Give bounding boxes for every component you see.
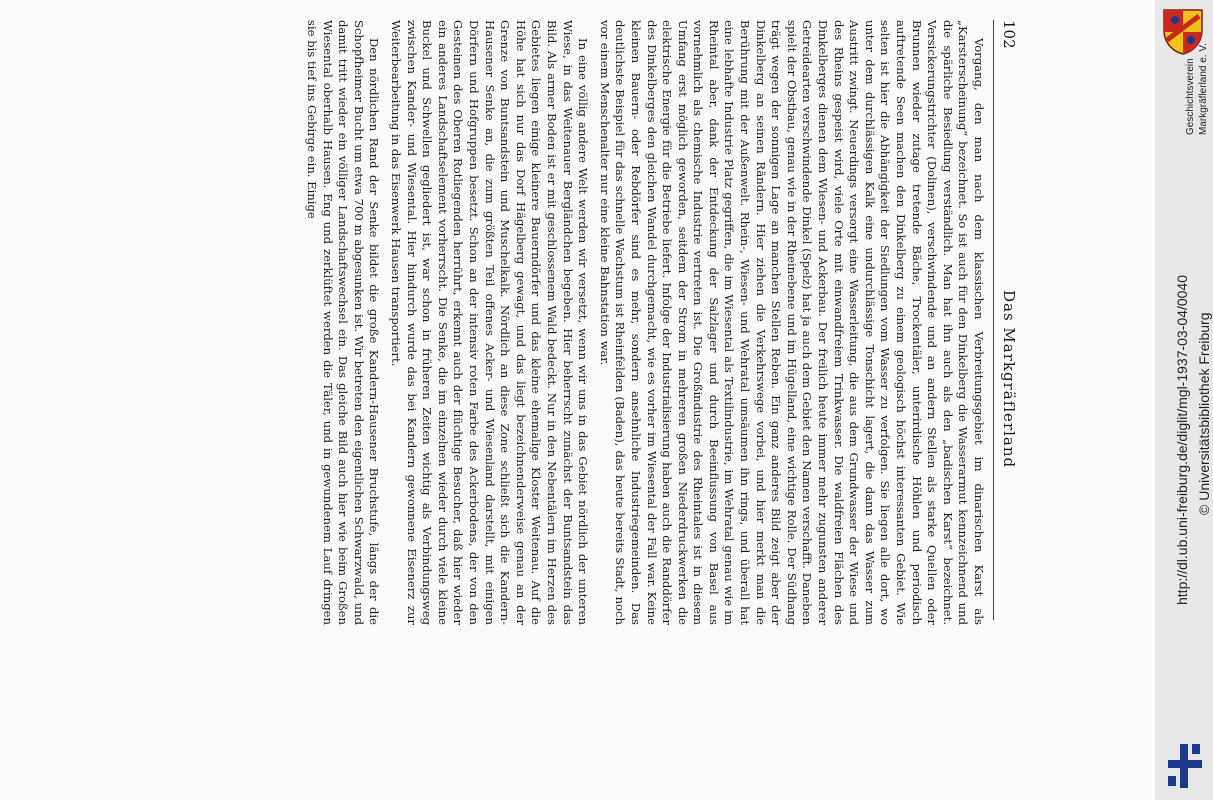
running-head: Das Markgräflerland [1000,290,1018,469]
page-header [996,20,1018,640]
org-name-line2: Markgräflerland e. V. [1198,43,1209,135]
document-url-link[interactable]: http://dl.ub.uni-freiburg.de/diglit/mgl-1937-03-04/0040 [1174,275,1190,605]
paragraph: Vorgang, den man nach dem klassischen Verbreitungsgebiet im dinarischen Karst als „Karsterscheinung“ bezeichnet. So ist auch für den Dinkelberg die Wasserarmut kennzeichnend und die spärliche Besiedlung verständlich. Man hat ihn auch als den „badischen Karst“ bezeichnet. Versickerungstrichter (Dolinen), verschwindende und an andern Stellen als starke Quellen oder Brunnen wieder zutage tretende Bäche, Trockentäler, unterirdische Höhlen und periodisch auftretende Seen machen den Dinkelberg zu einem geologisch höchst interessanten Gebiet. Wie selten ist hier die Abhängigkeit der Siedlungen vom Wasser zu verfolgen. Sie liegen alle dort, wo unter dem durchlässigen Kalk eine undurchlässige Tonschicht lagert, die dann das Wasser zum Austritt zwingt. Neuerdings versorgt eine Wasserleitung, die aus dem Grundwasser der Wiese und des Rheins gespeist wird, viele Orte mit einwandfreiem Trinkwasser. Die waldfreien Flächen des Dinkelberges dienen dem Wiesen- und Ackerbau. Der freilich heute immer mehr zugunsten anderer Getreidearten verschwindende Dinkel (Spelz) hat ja auch dem Gebiet den Namen verschafft. Daneben spielt der Obstbau, genau wie in der Rheinebene und im Hügelland, eine wichtige Rolle. Der Südhang trägt wegen der sonnigen Lage an manchen Stellen Reben. Ein ganz anderes Bild zeigt aber der Dinkelberg an seinen Rändern. Hier ziehen die Verkehrswege vorbei, und hier merkt man die Berührung mit der Außenwelt. Rhein-, Wiesen- und Wehratal umsäumen ihn rings, und überall hat eine lebhafte Industrie Platz gegriffen, die im Wiesental als Textilindustrie, im Wehratal genau wie im Rheintal aber, dank der Entdeckung der Salzlager und durch Beeinflussung von Basel aus vornehmlich als chemische Industrie vertreten ist. Die Großindustrie des Rheintales ist in diesem Umfang erst möglich geworden, seitdem der Strom in mehreren großen Niederdruckwerken die elektrische Energie für die Betriebe liefert. Infolge der Industrialisierung haben auch die Randdörfer des Dinkelberges den gleichen Wandel durchgemacht, wie es vorher im Wiesental der Fall war. Keine kleinen Bauern- oder Rebdörfer sind es mehr, sondern ansehnliche Industriegemeinden. Das deutlichste Beispiel für das schnelle Wachstum ist Rheinfelden (Baden), das heute bereits Stadt, noch vor einem Menschenalter nur eine kleine Bahnstation war. [597,20,986,625]
copyright-notice: © Universitätsbibliothek Freiburg [1196,312,1212,515]
header-rule [993,20,994,620]
ub-freiburg-logo [1162,742,1208,788]
body-text [297,20,986,625]
rotated-page-content [70,0,1030,800]
paragraph: Den nördlichen Rand der Senke bildet die große Kandern-Hausener Bruchstufe, längs der die Schopfheimer Bucht um etwa 700 m abgesunken ist. Wir betreten den eigentlichen Schwarzwald, und damit tritt wieder ein völliger Landschaftswechsel ein. Das gleiche Bild auch hier wie beim Großen Wiesental oberhalb Hausen. Eng und zerklüftet werden die Täler, und in gewundenem Lauf dringen sie bis tief ins Gebirge ein. Einige [305,20,382,625]
org-name-line1: Geschichtsverein [1185,58,1196,135]
page-number: 102 [1000,20,1018,49]
paragraph: In eine völlig andere Welt werden wir versetzt, wenn wir uns in das Gebiet nördlich der unteren Wiese, in das Weitenauer Bergländchen begeben. Hier beherrscht zunächst der Buntsandstein das Bild. Als armer Boden ist er mit geschlossenem Wald bedeckt. Nur in den Nebentälern im Herzen des Gebietes liegen einige kleinere Bauerndörfer und das kleine ehemalige Kloster Weitenau. Auf die Höhe hat sich nur das Dorf Hägelberg gewagt, und das liegt bezeichnenderweise genau an der Grenze von Buntsandstein und Muschelkalk. Nördlich an diese Zone schließt sich die Kandern-Hausener Senke an, die zum größten Teil offenes Acker- und Wiesenland darstellt, mit einigen Dörfern und Hofgruppen besetzt. Schon an der intensiv roten Farbe des Ackerbodens, der von den Gesteinen des Oberen Rotliegenden herrührt, erkennt auch der flüchtige Besucher, daß hier wieder ein anderes Landschaftselement vorherrscht. Die Senke, die im einzelnen wieder durch viele kleine Buckel und Schwellen gegliedert ist, war schon in früheren Zeiten wichtig als Verbindungsweg zwischen Kander- und Wiesental. Hier hindurch wurde das bei Kandern gewonnene Eisenerz zur Weiterbearbeitung in das Eisenwerk Hausen transportiert. [389,20,591,625]
